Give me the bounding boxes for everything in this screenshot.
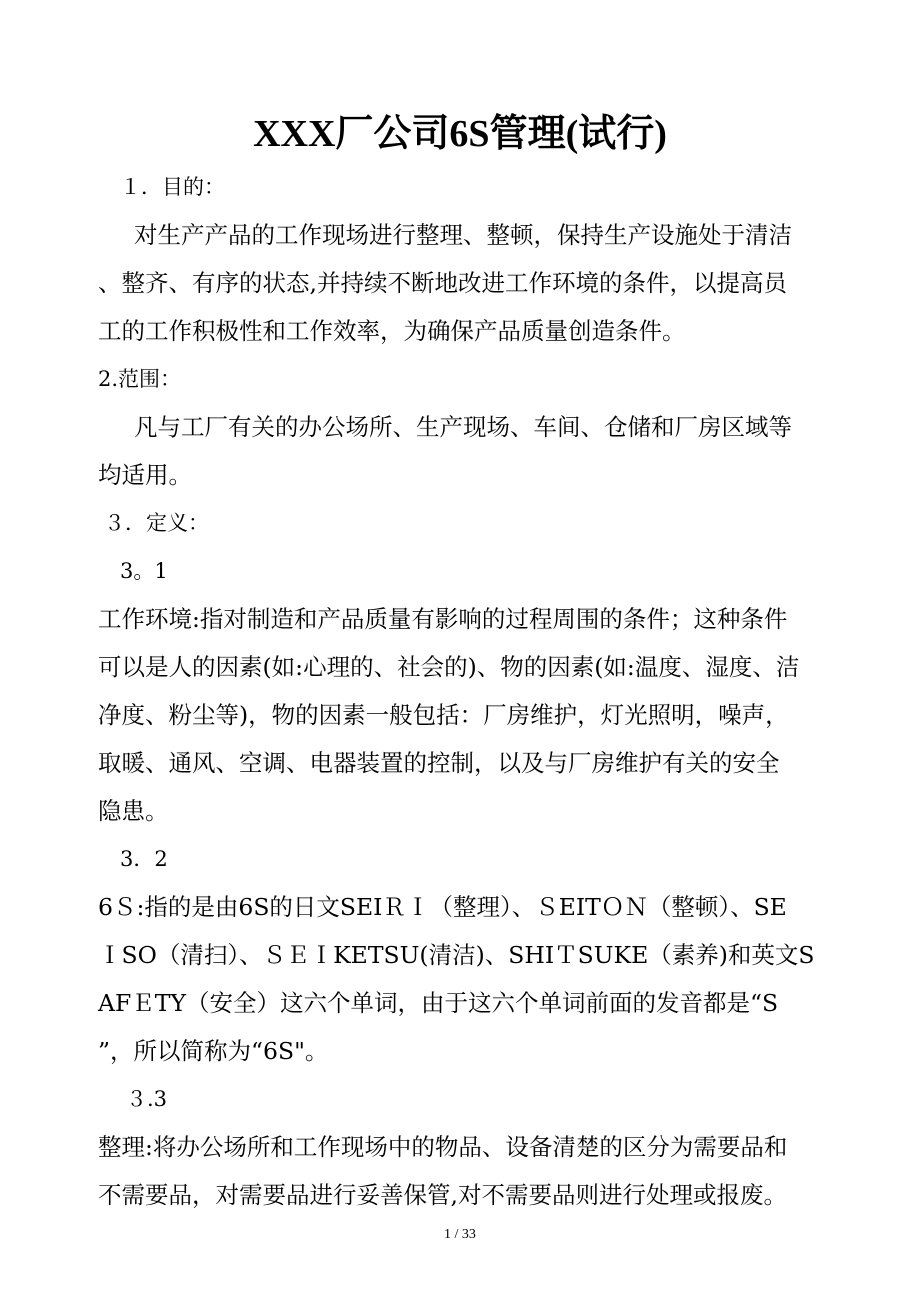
paragraph-line: 隐患。 (98, 797, 169, 825)
paragraph-line: 工的工作积极性和工作效率，为确保产品质量创造条件。 (98, 317, 686, 345)
subsection-number: 3．2 (120, 847, 168, 871)
subsection-number: 3。1 (120, 559, 168, 583)
page-number: 1 / 33 (444, 1227, 476, 1242)
subsection-number: ３.3 (126, 1087, 168, 1111)
paragraph-line: 凡与工厂有关的办公场所、生产现场、车间、仓储和厂房区域等 (134, 413, 792, 441)
paragraph-line: ＩSO（清扫）、ＳＥＩKETSU(清洁)、SHIＴSUKE（素养)和英文S (98, 941, 815, 969)
paragraph-line: 整理:将办公场所和工作现场中的物品、设备清楚的区分为需要品和 (98, 1133, 788, 1161)
section-heading-definitions: ３．定义： (104, 511, 209, 535)
paragraph-line: 对生产产品的工作现场进行整理、整顿，保持生产设施处于清洁 (134, 221, 792, 249)
document-body (98, 163, 838, 1219)
paragraph-line: 取暖、通风、空调、电器装置的控制，以及与厂房维护有关的安全 (98, 749, 780, 777)
paragraph-line: 、整齐、有序的状态,并持续不断地改进工作环境的条件，以提高员 (98, 269, 787, 297)
section-heading-scope: 2.范围： (98, 367, 182, 391)
page-title: XXX厂公司6S管理(试行) (253, 113, 667, 155)
paragraph-line: ”，所以简称为“6S"。 (98, 1037, 329, 1065)
paragraph-line: 净度、粉尘等)，物的因素一般包括：厂房维护，灯光照明，噪声， (98, 701, 789, 729)
paragraph-line: 工作环境:指对制造和产品质量有影响的过程周围的条件；这种条件 (98, 605, 788, 633)
paragraph-line: 均适用。 (98, 461, 192, 489)
paragraph-line: 可以是人的因素(如:心理的、社会的)、物的因素(如:温度、湿度、洁 (98, 653, 800, 681)
paragraph-line: 6Ｓ:指的是由6S的日文SEIＲＩ（整理）、ＳEITＯＮ（整顿）、SE (98, 893, 787, 921)
section-heading-purpose: １．目的： (120, 175, 225, 199)
paragraph-line: 不需要品，对需要品进行妥善保管,对不需要品则进行处理或报废。 (98, 1181, 787, 1209)
paragraph-line: AFＥTY（安全）这六个单词，由于这六个单词前面的发音都是“S (98, 989, 779, 1017)
